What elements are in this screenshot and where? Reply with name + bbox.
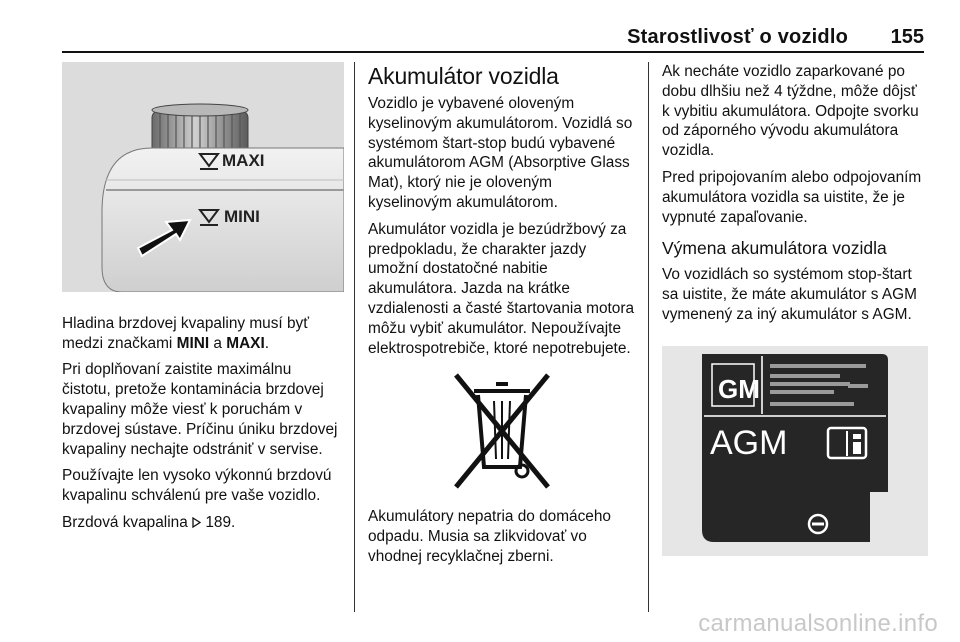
watermark: carmanualsonline.info [698,610,938,637]
crossed-out-bin-icon [368,371,636,491]
brake-fluid-reference[interactable]: Brzdová kvapalina 189. [62,513,236,531]
right-column [662,62,928,562]
ignition-off-paragraph: Pred pripojovaním alebo odpojovaním akumulátora vozidla sa uistite, že je vypnuté zapaľovanie. [662,168,922,226]
page-number: 155 [890,26,924,48]
battery-disposal-paragraph: Akumulátory nepatria do domáceho odpadu. Musia sa zlikvidovať vo vhodnej recyklačnej zberni. [368,508,611,565]
mini-bold: MINI [176,334,210,352]
agm-type-text: AGM [710,423,788,462]
column-divider-1 [354,62,355,612]
section-heading-battery-replacement: Výmena akumulátora vozidla [662,238,887,259]
agm-battery-label-figure [662,346,928,556]
header-rule [62,51,924,53]
maxi-mark-label: MAXI [222,151,265,170]
agm-replacement-paragraph: Vo vozidlách so systémom stop-štart sa uistite, že máte akumulátor s AGM vymenený za iný akumulátor s AGM. [662,266,917,323]
page-reference-icon [192,517,201,528]
gm-logo: GM [718,373,760,404]
fluid-approval-paragraph: Používajte len vysoko výkonnú brzdovú kvapalinu schválenú pre vaše vozidlo. [62,467,332,505]
maxi-bold: MAXI [226,334,265,352]
column-divider-2 [648,62,649,612]
battery-type-paragraph: Vozidlo je vybavené oloveným kyselinovým akumulátorom. Vozidlá so systémom štart-stop budú vybavené akumulátorom AGM (Absorptive Glass Mat), ktorý nie je oloveným kyselinovým akumulátorom. [368,95,633,211]
brake-fluid-reservoir-figure [62,62,344,292]
section-heading-battery: Akumulátor vozidla [368,63,559,89]
page-header [0,0,960,60]
left-column [62,62,344,540]
parking-discharge-paragraph: Ak necháte vozidlo zaparkované po dobu dlhšiu než 4 týždne, môže dôjsť k vybitiu akumulátora. Odpojte svorku od záporného vývodu akumulátora vozidla. [662,63,919,160]
mini-mark-label: MINI [224,207,260,226]
middle-column [368,62,636,574]
brake-fluid-level-paragraph: Hladina brzdovej kvapaliny musí byť medzi značkami MINI a MAXI. [62,314,310,352]
cleanliness-paragraph: Pri doplňovaní zaistite maximálnu čistotu, pretože kontaminácia brzdovej kvapaliny môže viesť k poruchám v brzdovej sústave. Príčinu úniku brzdovej kvapaliny nechajte odstrániť v servise. [62,361,338,458]
header-title: Starostlivosť o vozidlo [627,26,848,48]
battery-maintenance-paragraph: Akumulátor vozidla je bezúdržbový za predpokladu, že charakter jazdy umožní dostatočné nabitie akumulátora. Jazda na krátke vzdialenosti a časté štartovania motora môžu vybiť akumulátor. Nepoužívajte elektrospotrebiče, ktoré nepotrebujete. [368,220,635,357]
